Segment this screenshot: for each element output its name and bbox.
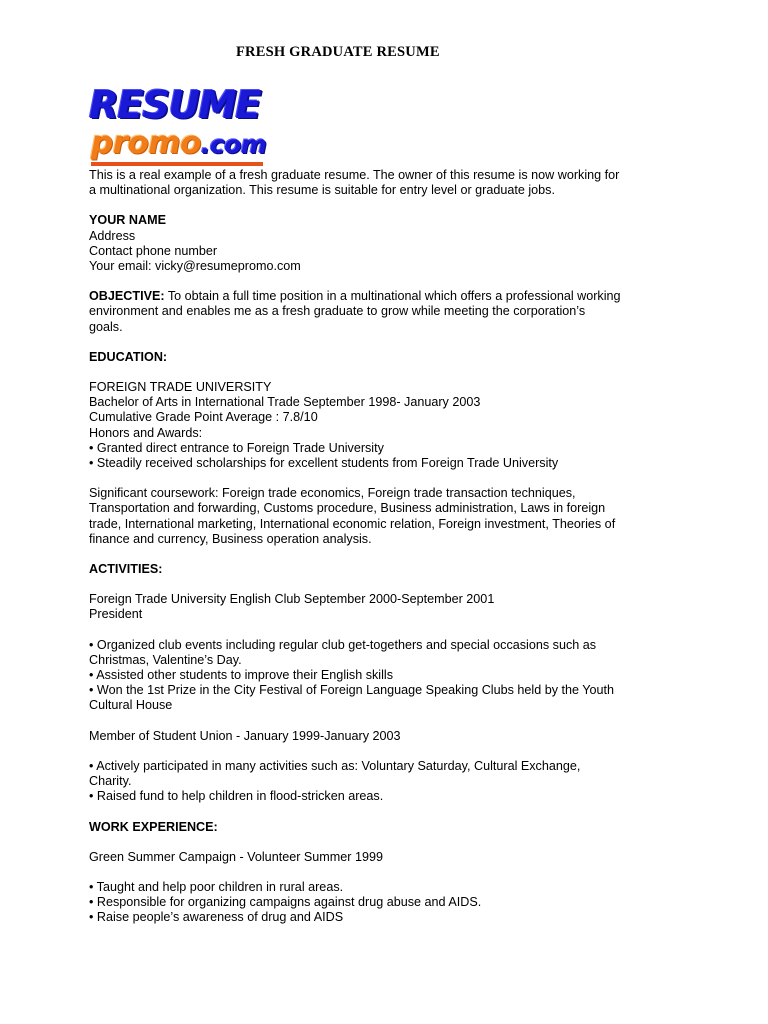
- logo-text-resume: RESUME: [89, 83, 261, 127]
- activities-heading: ACTIVITIES:: [89, 562, 163, 577]
- list-item: • Taught and help poor children in rural areas.: [89, 879, 344, 894]
- resumepromo-logo: [89, 80, 269, 166]
- education-coursework: Significant coursework: Foreign trade economics, Foreign trade transaction techniques, Transportation and forwarding, Customs procedure, Business administration, Laws in foreign trade, International marketing, International economic relation, Foreign investment, Theories of finance and currency, Business operation analysis.: [89, 486, 616, 546]
- logo-underline: [91, 162, 263, 166]
- document-body: [89, 80, 621, 926]
- activities-club-role: President: [89, 607, 143, 622]
- work-bullets: [89, 880, 621, 926]
- list-item: • Raised fund to help children in flood-stricken areas.: [89, 789, 384, 804]
- list-item: • Steadily received scholarships for excellent students from Foreign Trade University: [89, 456, 559, 471]
- intro-paragraph: This is a real example of a fresh graduate resume. The owner of this resume is now working for a multinational organization. This resume is suitable for entry level or graduate jobs.: [89, 168, 620, 198]
- activities-club-line: Foreign Trade University English Club September 2000-September 2001: [89, 592, 495, 607]
- address-line: Address: [89, 228, 136, 243]
- list-item: • Won the 1st Prize in the City Festival of Foreign Language Speaking Clubs held by the Youth Cultural House: [89, 683, 615, 713]
- education-gpa: Cumulative Grade Point Average : 7.8/10: [89, 410, 318, 425]
- list-item: • Actively participated in many activities such as: Voluntary Saturday, Cultural Exchange, Charity.: [89, 758, 581, 789]
- education-school: FOREIGN TRADE UNIVERSITY: [89, 380, 272, 395]
- activities-union-bullets: [89, 759, 621, 805]
- list-item: • Organized club events including regular club get-togethers and special occasions such as Christmas, Valentine’s Day.: [89, 637, 597, 667]
- phone-line: Contact phone number: [89, 243, 218, 258]
- education-honors-list: [89, 441, 621, 471]
- your-name-label: YOUR NAME: [89, 213, 166, 228]
- education-degree: Bachelor of Arts in International Trade September 1998- January 2003: [89, 395, 481, 410]
- activities-club-bullets: [89, 638, 621, 714]
- logo-text-dotcom: .com: [200, 130, 267, 159]
- document-title: FRESH GRADUATE RESUME: [236, 44, 440, 60]
- list-item: • Responsible for organizing campaigns against drug abuse and AIDS.: [89, 895, 482, 910]
- objective-text: To obtain a full time position in a multinational which offers a professional working environment and enables me as a fresh graduate to grow while meeting the corporation’s goals.: [89, 289, 621, 334]
- logo-text-promo-dotcom: [91, 125, 267, 161]
- work-experience-heading: WORK EXPERIENCE:: [89, 819, 218, 834]
- list-item: • Granted direct entrance to Foreign Trade University: [89, 440, 384, 455]
- objective-paragraph: [89, 289, 621, 335]
- education-honors-label: Honors and Awards:: [89, 425, 203, 440]
- list-item: • Assisted other students to improve their English skills: [89, 668, 393, 683]
- logo-text-promo: promo: [91, 125, 201, 161]
- work-entry: Green Summer Campaign - Volunteer Summer 1999: [89, 849, 383, 864]
- email-line: Your email: vicky@resumepromo.com: [89, 259, 301, 274]
- objective-label: OBJECTIVE:: [89, 289, 165, 304]
- list-item: • Raise people’s awareness of drug and AIDS: [89, 910, 344, 925]
- activities-union-line: Member of Student Union - January 1999-January 2003: [89, 728, 401, 743]
- education-heading: EDUCATION:: [89, 349, 168, 364]
